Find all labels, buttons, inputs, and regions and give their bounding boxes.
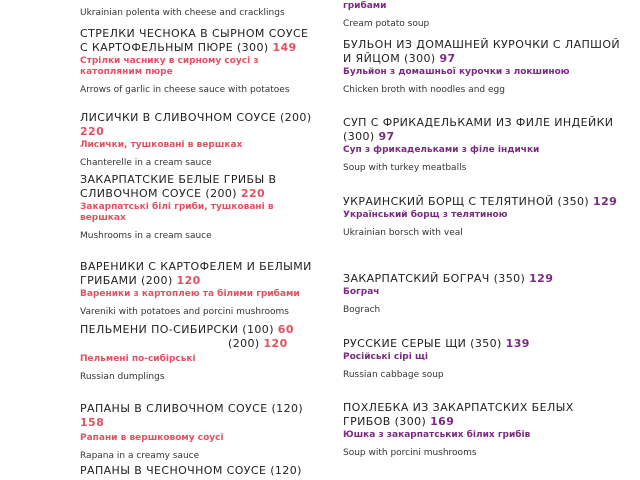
menu-item-chicken-broth	[343, 38, 623, 96]
item-ukrainian: Бограч	[343, 287, 380, 297]
item-english: Cream potato soup	[343, 19, 430, 29]
item-name: ЗАКАРПАТСКИЙ БОГРАЧ (350)	[343, 272, 526, 285]
item-ukrainian: Бульйон з домашньої курочки з локшиною	[343, 67, 570, 77]
item-ukrainian: Лисички, тушковані в вершках	[80, 140, 243, 150]
item-ukrainian: Юшка з закарпатських білих грибів	[343, 430, 531, 440]
item-english: Ukrainian borsch with veal	[343, 228, 463, 238]
item-title	[80, 402, 320, 430]
item-name: ПОХЛЕБКА ИЗ ЗАКАРПАТСКИХ БЕЛЫХ ГРИБОВ (300)	[343, 401, 574, 428]
item-title	[80, 260, 320, 288]
item-title	[343, 337, 623, 351]
item-title	[343, 401, 623, 429]
menu-item-porcini-cream	[80, 173, 320, 242]
item-ukrainian: Суп з фрикадельками з філе індички	[343, 145, 540, 155]
item-price: 60	[277, 323, 294, 336]
item-english: Soup with porcini mushrooms	[343, 448, 477, 458]
item-name: УКРАИНСКИЙ БОРЩ С ТЕЛЯТИНОЙ (350)	[343, 195, 590, 208]
menu-item-rapana-cream	[80, 402, 320, 462]
item-title	[343, 272, 623, 286]
item-price: 220	[240, 187, 266, 200]
item-ukrainian: Вареники з картоплею та білими грибами	[80, 289, 300, 299]
item-ukrainian: Стрілки часнику в сирному соусі з катопляним пюре	[80, 56, 259, 77]
item-name: ВАРЕНИКИ С КАРТОФЕЛЕМ И БЕЛЫМИ ГРИБАМИ (200)	[80, 260, 312, 287]
item-english: Russian dumplings	[80, 372, 165, 382]
item-name: БУЛЬОН ИЗ ДОМАШНЕЙ КУРОЧКИ С ЛАПШОЙ И ЯЙЦОМ (300)	[343, 38, 621, 65]
item-ukrainian: Закарпатські білі гриби, тушковані в вершках	[80, 202, 274, 223]
item-name: РАПАНЫ В СЛИВОЧНОМ СОУСЕ (120)	[80, 402, 304, 415]
menu-item-garlic-arrows	[80, 27, 320, 96]
menu-item-cream-potato-soup	[343, 0, 623, 30]
item-name: РУССКИЕ СЕРЫЕ ЩИ (350)	[343, 337, 502, 350]
item-title	[343, 38, 623, 66]
menu-item-pelmeni	[80, 323, 320, 383]
item-title	[80, 111, 320, 139]
item-name: ЛИСИЧКИ В СЛИВОЧНОМ СОУСЕ (200)	[80, 111, 312, 124]
item-price: 169	[430, 415, 455, 428]
item-title	[80, 173, 320, 201]
item-english: Arrows of garlic in cheese sauce with potatoes	[80, 85, 290, 95]
item-ukrainian: грибами	[343, 1, 387, 11]
item-title	[343, 195, 623, 209]
item-name: ПЕЛЬМЕНИ ПО-СИБИРСКИ (100)	[80, 323, 274, 336]
item-price: 129	[593, 195, 618, 208]
item-price: 220	[80, 125, 105, 138]
menu-item-cabbage-soup	[343, 337, 623, 381]
item-english: Russian cabbage soup	[343, 370, 444, 380]
item-title	[80, 323, 320, 351]
item-portion-2: (200)	[228, 337, 260, 350]
item-name: ЗАКАРПАТСКИЕ БЕЛЫЕ ГРИБЫ В СЛИВОЧНОМ СОУСЕ (200)	[80, 173, 277, 200]
item-name: СТРЕЛКИ ЧЕСНОКА В СЫРНОМ СОУСЕ С КАРТОФЕЛЬНЫМ ПЮРЕ (300)	[80, 27, 309, 54]
menu-item-rapana-garlic	[80, 464, 320, 478]
menu-item-vareniki	[80, 260, 320, 318]
menu-item-chanterelle	[80, 111, 320, 169]
menu-item-borsch	[343, 195, 623, 239]
item-price: 97	[378, 130, 395, 143]
menu-item-polenta	[80, 8, 320, 19]
item-title	[80, 27, 320, 55]
item-english: Chicken broth with noodles and egg	[343, 85, 505, 95]
item-name: СУП С ФРИКАДЕЛЬКАМИ ИЗ ФИЛЕ ИНДЕЙКИ (300)	[343, 116, 614, 143]
menu-column-right	[343, 0, 623, 480]
menu-item-bograch	[343, 272, 623, 316]
item-title	[343, 116, 623, 144]
item-english: Ukrainian polenta with cheese and cracklings	[80, 8, 285, 18]
item-price: 158	[80, 416, 105, 429]
item-title	[80, 464, 320, 478]
item-price: 120	[176, 274, 201, 287]
item-ukrainian: Рапани в вершковому соусі	[80, 433, 224, 443]
item-english: Vareniki with potatoes and porcini mushrooms	[80, 307, 289, 317]
item-english: Rapana in a creamy sauce	[80, 451, 200, 461]
item-english: Mushrooms in a cream sauce	[80, 231, 212, 241]
menu-item-porcini-soup	[343, 401, 623, 459]
item-ukrainian: Український борщ з телятиною	[343, 210, 508, 220]
item-english: Bograch	[343, 305, 381, 315]
menu-column-left	[80, 0, 320, 480]
item-price: 139	[505, 337, 530, 350]
item-english: Soup with turkey meatballs	[343, 163, 467, 173]
item-english: Chanterelle in a cream sauce	[80, 158, 212, 168]
item-price: 129	[529, 272, 554, 285]
item-price-2: 120	[263, 337, 288, 350]
item-price: 149	[272, 41, 297, 54]
item-price: 97	[439, 52, 456, 65]
menu-item-turkey-meatball-soup	[343, 116, 623, 174]
item-name: РАПАНЫ В ЧЕСНОЧНОМ СОУСЕ (120)	[80, 464, 302, 477]
item-ukrainian: Російські сірі щі	[343, 352, 428, 362]
item-ukrainian: Пельмені по-сибірські	[80, 354, 196, 364]
